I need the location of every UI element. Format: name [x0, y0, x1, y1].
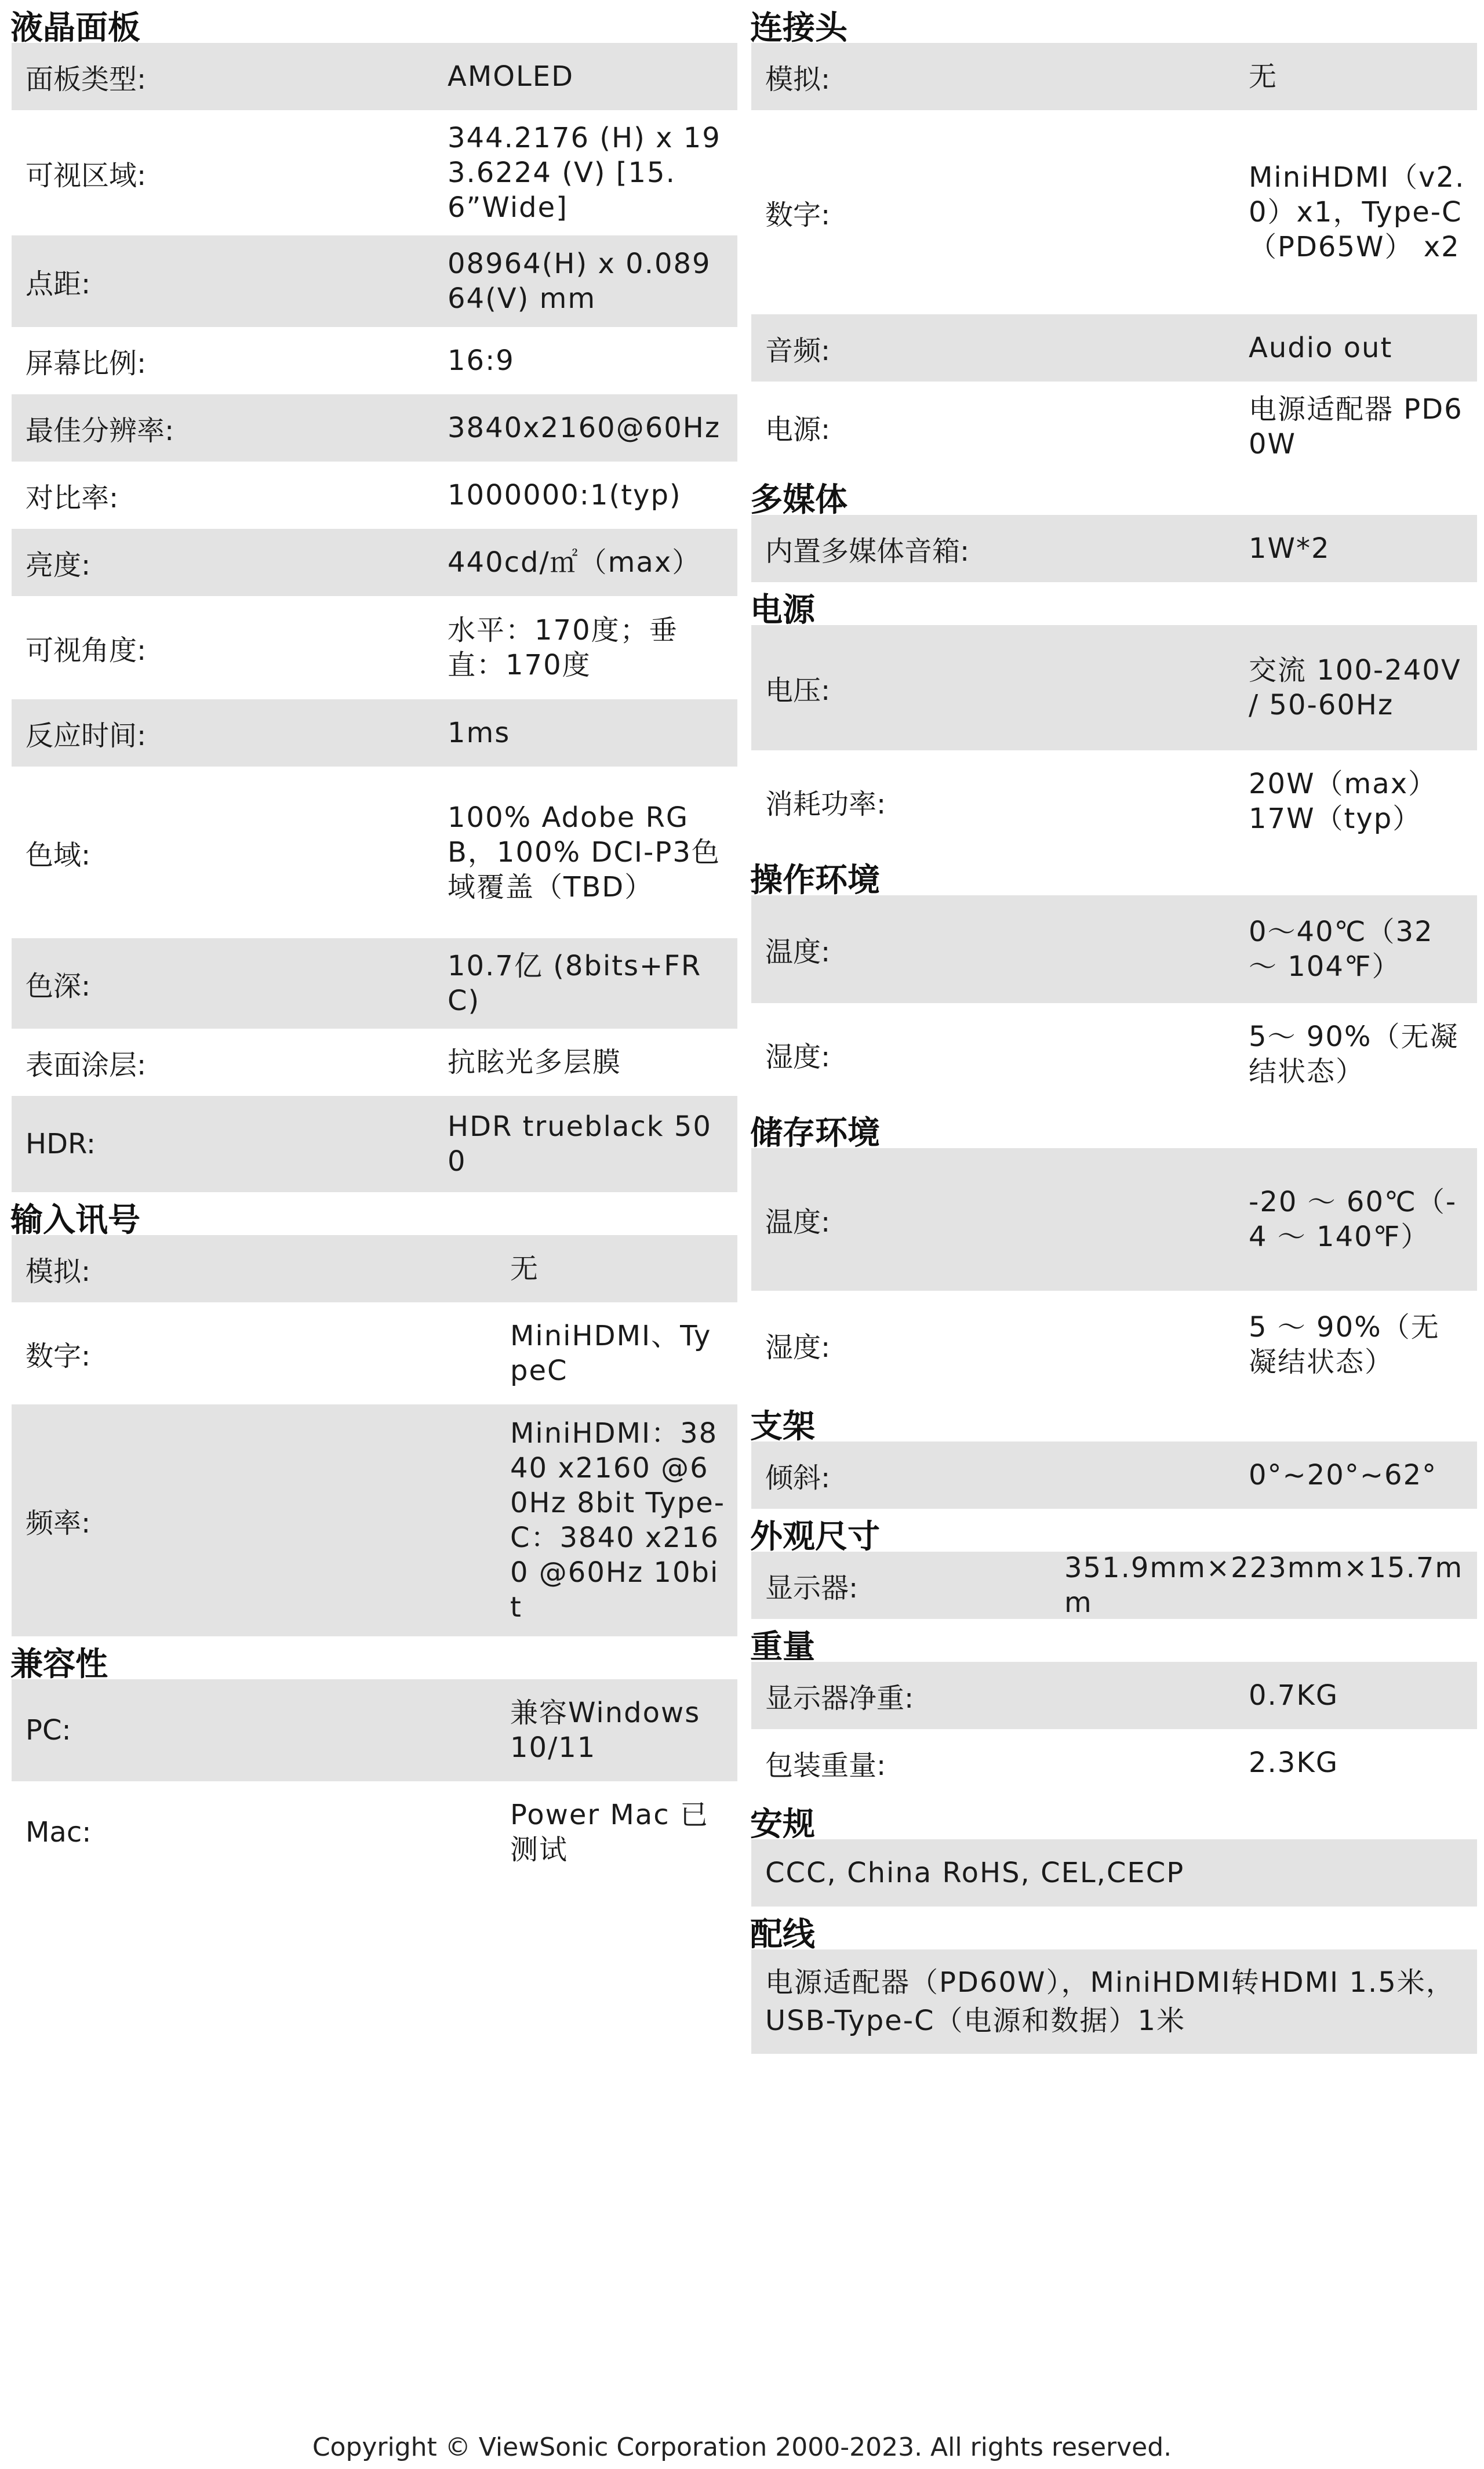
spec-label: 面板类型:: [26, 63, 147, 96]
spec-row: [12, 43, 737, 110]
spec-label: 可视区域:: [26, 159, 147, 192]
spec-label: 包装重量:: [765, 1749, 886, 1782]
spec-value: 无: [1249, 60, 1278, 93]
spec-row: [751, 625, 1477, 750]
spec-label: 电压:: [765, 674, 831, 707]
spec-label: 湿度:: [765, 1040, 831, 1073]
spec-row: [12, 394, 737, 462]
spec-label: 内置多媒体音箱:: [765, 535, 970, 568]
spec-label: 最佳分辨率:: [26, 414, 174, 447]
section-title: 连接头: [750, 9, 848, 47]
spec-label: 温度:: [765, 935, 831, 968]
spec-value: 0°~20°~62°: [1249, 1459, 1438, 1491]
spec-value: 344.2176 (H) x 193.6224 (V) [15.6”Wide]: [448, 122, 721, 224]
spec-label: Mac:: [26, 1816, 92, 1849]
spec-value: 兼容Windows 10/11: [510, 1697, 701, 1764]
spec-value: 水平：170度；垂直：170度: [448, 614, 678, 681]
spec-row: [12, 327, 737, 394]
section-title: 外观尺寸: [750, 1518, 880, 1556]
spec-row: [751, 110, 1477, 314]
spec-value: 无: [510, 1252, 540, 1285]
section-title: 兼容性: [10, 1646, 108, 1683]
spec-value: AMOLED: [448, 60, 574, 93]
spec-row: [12, 699, 737, 767]
section-title: 操作环境: [750, 862, 880, 899]
spec-value: 5 ～ 90%（无凝结状态）: [1249, 1311, 1440, 1378]
spec-label: HDR:: [26, 1128, 96, 1160]
spec-label: 显示器:: [765, 1571, 859, 1604]
spec-value: 5～ 90%（无凝结状态）: [1249, 1021, 1459, 1088]
spec-value: MiniHDMI、TypeC: [510, 1320, 712, 1387]
spec-label: 频率:: [26, 1506, 91, 1540]
spec-label: 对比率:: [26, 481, 119, 514]
spec-row: [751, 515, 1477, 582]
spec-row: [751, 750, 1477, 852]
spec-label: 电源:: [765, 413, 831, 446]
spec-label: 温度:: [765, 1206, 831, 1239]
spec-row: [12, 767, 737, 938]
spec-label: 色深:: [26, 970, 91, 1003]
spec-value: -20 ～ 60℃（-4 ～ 140℉）: [1249, 1186, 1457, 1253]
spec-row: [12, 1404, 737, 1636]
section-title: 液晶面板: [10, 9, 140, 47]
spec-row: [751, 895, 1477, 1003]
spec-value: 0～40℃（32 ～ 104℉）: [1249, 916, 1434, 983]
spec-label: 表面涂层:: [26, 1048, 147, 1081]
spec-row: [12, 1029, 737, 1096]
spec-row: [751, 382, 1477, 472]
spec-label: 音频:: [765, 334, 831, 367]
spec-row: [751, 1003, 1477, 1105]
spec-label: 模拟:: [26, 1255, 91, 1288]
spec-row: [12, 1096, 737, 1192]
spec-row: [12, 1235, 737, 1302]
spec-row: [751, 314, 1477, 382]
spec-row: [12, 235, 737, 327]
spec-row: [751, 1839, 1477, 1907]
section-title: 支架: [750, 1408, 815, 1446]
spec-row: [12, 1679, 737, 1781]
spec-label: 消耗功率:: [765, 787, 886, 820]
spec-value: 100% Adobe RGB，100% DCI-P3色域覆盖（TBD）: [448, 801, 721, 903]
spec-row: [751, 1552, 1477, 1619]
section-title: 重量: [750, 1628, 815, 1666]
section-title: 输入讯号: [10, 1201, 140, 1239]
spec-label: PC:: [26, 1714, 71, 1747]
spec-value: 10.7亿 (8bits+FRC): [448, 950, 702, 1017]
spec-row: [751, 1729, 1477, 1796]
spec-value: 电源适配器 PD60W: [1249, 393, 1463, 460]
spec-label: 点距:: [26, 267, 91, 300]
spec-value: 2.3KG: [1249, 1747, 1339, 1779]
spec-row: [12, 462, 737, 529]
spec-value: 08964(H) x 0.08964(V) mm: [448, 248, 711, 315]
spec-row: [12, 1302, 737, 1404]
spec-value: HDR trueblack 500: [448, 1110, 712, 1178]
spec-label: 亮度:: [26, 549, 91, 582]
spec-row: [751, 1442, 1477, 1509]
spec-value: Audio out: [1249, 332, 1393, 364]
spec-label: 倾斜:: [765, 1461, 831, 1494]
spec-value: 交流 100-240V / 50-60Hz: [1249, 654, 1461, 721]
spec-row: [12, 938, 737, 1029]
spec-full-text: CCC, China RoHS, CEL,CECP: [765, 1857, 1185, 1889]
spec-row: [12, 110, 737, 235]
spec-value: MiniHDMI（v2.0）x1，Type-C（PD65W） x2: [1249, 161, 1465, 263]
spec-value: 1W*2: [1249, 532, 1330, 565]
spec-row: [751, 1291, 1477, 1399]
right-spec-column: [751, 0, 1477, 2054]
spec-label: 数字:: [26, 1339, 91, 1373]
spec-row: [751, 43, 1477, 110]
spec-full-text: 电源适配器（PD60W），MiniHDMI转HDMI 1.5米，USB-Type-C（电源和数据）1米: [765, 1966, 1455, 2037]
spec-value: 440cd/㎡（max）: [448, 546, 701, 579]
spec-value: MiniHDMI：3840 x2160 @60Hz 8bit Type-C：3840 x2160 @60Hz 10bit: [510, 1417, 726, 1624]
spec-value: 3840x2160@60Hz: [448, 412, 721, 444]
spec-value: 抗眩光多层膜: [448, 1046, 622, 1079]
spec-value: 20W（max） 17W（typ）: [1249, 768, 1438, 835]
spec-value: 16:9: [448, 344, 515, 377]
spec-label: 屏幕比例:: [26, 347, 147, 380]
spec-label: 模拟:: [765, 63, 831, 96]
spec-row: [12, 529, 737, 596]
section-title: 配线: [750, 1916, 815, 1954]
spec-label: 反应时间:: [26, 719, 147, 752]
spec-row: [12, 596, 737, 699]
spec-value: 0.7KG: [1249, 1679, 1339, 1712]
spec-label: 色域:: [26, 838, 91, 872]
section-title: 电源: [750, 591, 815, 629]
section-title: 多媒体: [750, 481, 848, 519]
spec-label: 数字:: [765, 198, 831, 231]
spec-row: [751, 1662, 1477, 1729]
spec-value: 1ms: [448, 717, 511, 749]
left-spec-column: [12, 0, 737, 1883]
spec-row: [751, 1148, 1477, 1291]
copyright-footer: Copyright © ViewSonic Corporation 2000-2023. All rights reserved.: [312, 2432, 1172, 2462]
section-title: 安规: [750, 1806, 815, 1843]
spec-row: [12, 1781, 737, 1883]
spec-value: Power Mac 已测试: [510, 1799, 709, 1866]
section-title: 储存环境: [750, 1114, 880, 1152]
spec-row: [751, 1949, 1477, 2054]
spec-label: 可视角度:: [26, 634, 147, 667]
spec-label: 湿度:: [765, 1331, 831, 1364]
spec-value: 1000000:1(typ): [448, 479, 682, 511]
spec-value: 351.9mm×223mm×15.7mm: [1064, 1552, 1464, 1619]
spec-label: 显示器净重:: [765, 1682, 914, 1715]
